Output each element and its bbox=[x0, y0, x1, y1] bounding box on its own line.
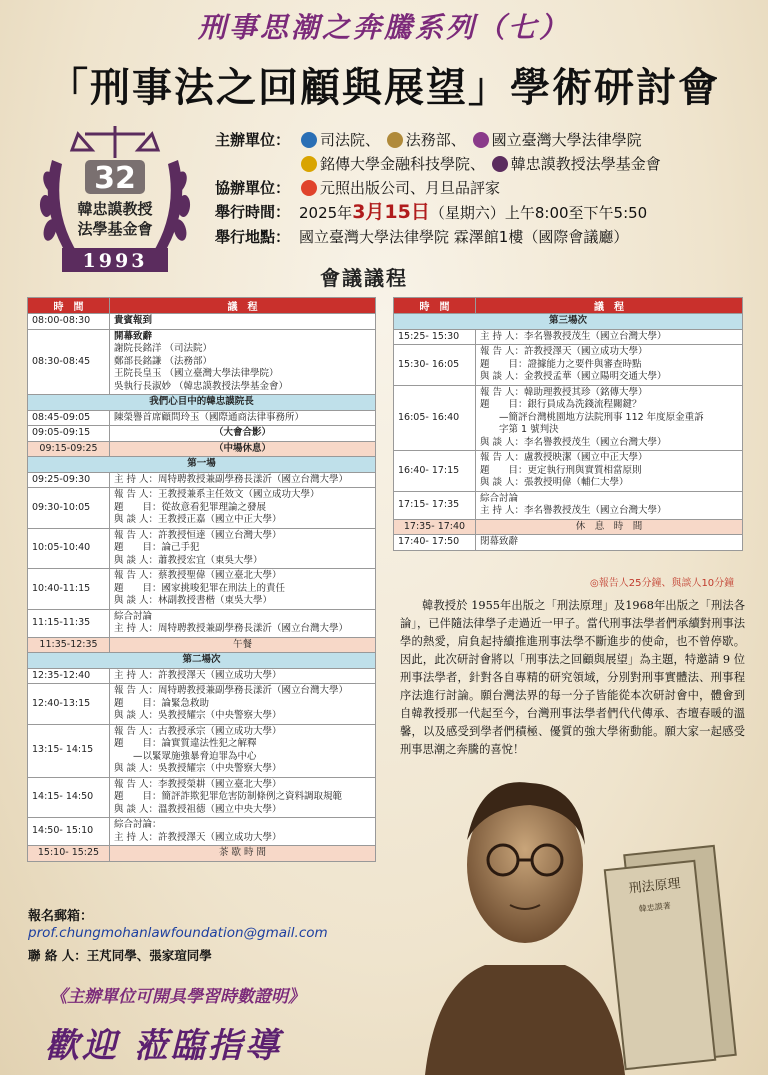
agenda-line: 題 目：論實質違法性犯之解釋 bbox=[114, 738, 257, 749]
organizer-4: 銘傳大學金融科技學院、 bbox=[320, 155, 486, 173]
agenda-time: 10:05-10:40 bbox=[28, 528, 110, 569]
main-title: 「刑事法之回顧與展望」學術研討會 bbox=[48, 64, 720, 111]
agenda-line: 題 目：論緊急救助 bbox=[114, 697, 210, 709]
book-icon bbox=[605, 846, 736, 1069]
organizers-row-2 bbox=[215, 152, 755, 176]
series-title: 刑事思潮之奔騰系列（七） bbox=[197, 11, 570, 44]
agenda-row bbox=[28, 426, 376, 442]
agenda-item bbox=[110, 329, 376, 395]
agenda-row bbox=[28, 609, 376, 637]
co-organizer-label: 協辦單位： bbox=[215, 179, 291, 197]
agenda-line: 綜合討論 bbox=[480, 492, 519, 504]
organizer-1: 司法院、 bbox=[320, 131, 381, 149]
agenda-line: 閉幕致辭 bbox=[480, 536, 519, 547]
agenda-row bbox=[28, 569, 376, 610]
agenda-line: 題 目：論己手犯 bbox=[114, 542, 200, 553]
agenda-item bbox=[110, 609, 376, 637]
agenda-line: 主 持 人：李名譽教授茂生（國立台灣大學） bbox=[480, 330, 667, 342]
agenda-line: 陳榮譽首席顧問玲玉（國際通商法律事務所） bbox=[114, 411, 305, 423]
agenda-line: 報 告 人：許教授恒達（國立台灣大學） bbox=[114, 529, 282, 541]
agenda-time: 17:15- 17:35 bbox=[394, 491, 476, 519]
agenda-line: 休 息 時 間 bbox=[575, 520, 643, 532]
agenda-item bbox=[110, 410, 376, 426]
organizer-3: 國立臺灣大學法律學院 bbox=[491, 131, 642, 149]
agenda-row bbox=[28, 395, 376, 411]
logo-year: 1993 bbox=[82, 250, 148, 272]
agenda-row bbox=[28, 441, 376, 457]
agenda-item bbox=[476, 329, 743, 345]
agenda-line: 題 目：國家挑唆犯罪在刑法上的責任 bbox=[114, 582, 286, 594]
agenda-item bbox=[476, 491, 743, 519]
agenda-line: 綜合討論： bbox=[114, 819, 162, 830]
agenda-line: 報 告 人：古教授承宗（國立成功大學） bbox=[114, 725, 282, 737]
agenda-time: 10:40-11:15 bbox=[28, 569, 110, 610]
agenda-row bbox=[28, 724, 376, 777]
agenda-line: 主 持 人：李名譽教授茂生（國立台灣大學） bbox=[480, 505, 667, 516]
agenda-line: 報 告 人：王教授兼系主任效文（國立成功大學） bbox=[114, 489, 320, 500]
portrait-illustration bbox=[425, 755, 755, 1075]
logo-number: 32 bbox=[94, 161, 136, 196]
agenda-line: 題 目：簡評詐欺犯罪危害防制條例之資料調取規範 bbox=[114, 791, 343, 802]
agenda-row bbox=[28, 528, 376, 569]
agenda-row bbox=[394, 535, 743, 551]
agenda-line: 與 談 人：張教授明偉（輔仁大學） bbox=[480, 477, 629, 488]
agenda-line: 吳執行長淑妙 （韓忠謨教授法學基金會） bbox=[114, 380, 289, 392]
registration-label: 報名郵箱： bbox=[28, 909, 94, 924]
logo-org-line1: 韓忠謨教授 bbox=[77, 200, 153, 218]
agenda-item bbox=[110, 314, 376, 330]
agenda-time: 15:25- 15:30 bbox=[394, 329, 476, 345]
agenda-time: 16:40- 17:15 bbox=[394, 451, 476, 492]
agenda-time: 09:15-09:25 bbox=[28, 441, 110, 457]
intro-paragraph: 韓教授於 1955年出版之「刑法原理」及1968年出版之「刑法各論」，已伴隨法律學子走過近一甲子。當代刑事法學者們承續對刑事法學的熱愛，肩負起持續推進刑事法學不斷進步的使命，也不曾停歇。因此，此次研討會將以「刑事法之回顧與展望」為主題，特邀請 9 位刑事法學者，針對各自專精的研究領域，分別對刑事實體法、刑事程序法進行討論。願台灣法界的每一分子皆能從本次研討會中，體會到自韓教授那一代起至今，台灣刑事法學者們代代傳承、杏壇春暖的溫馨，以及感受到學者們積極、優質的強大學術動能。願大家一起感受刑事思潮之奔騰的喜悅！ bbox=[400, 599, 745, 756]
time-year: 2025年 bbox=[299, 204, 353, 222]
agenda-section-header: 我們心目中的韓忠謨院長 bbox=[28, 395, 376, 411]
agenda-row bbox=[28, 846, 376, 862]
agenda-line: 報 告 人：韓助理教授其珍（銘傳大學） bbox=[480, 386, 648, 398]
agenda-item bbox=[476, 535, 743, 551]
agenda-line: 字第 1 號判決 bbox=[480, 424, 559, 435]
agenda-time: 08:45-09:05 bbox=[28, 410, 110, 426]
organizers-row bbox=[215, 128, 755, 152]
col-time-header: 時 間 bbox=[28, 298, 110, 314]
agenda-line: 報 告 人：周特聘教授兼副學務長漾沂（國立台灣大學） bbox=[114, 685, 349, 696]
agenda-line: 謝院長銘洋 （司法院） bbox=[114, 343, 213, 354]
agenda-line: 茶 歇 時 間 bbox=[218, 847, 267, 858]
agenda-line: 貴賓報到 bbox=[114, 315, 153, 326]
agenda-row bbox=[394, 314, 743, 330]
agenda-line: （中場休息） bbox=[213, 442, 271, 454]
organizer-5: 韓忠謨教授法學基金會 bbox=[510, 155, 661, 173]
agenda-line: 題 目：更定執行刑與實質相當原則 bbox=[480, 464, 642, 476]
agenda-row bbox=[28, 684, 376, 725]
agenda-time: 13:15- 14:15 bbox=[28, 724, 110, 777]
agenda-time: 15:10- 15:25 bbox=[28, 846, 110, 862]
agenda-line: 與 談 人：吳教授耀宗（中央警察大學） bbox=[114, 763, 282, 774]
agenda-line: 報 告 人：盧教授映潔（國立中正大學） bbox=[480, 452, 648, 463]
agenda-item bbox=[110, 668, 376, 684]
agenda-title: 會議議程 bbox=[320, 266, 408, 290]
agenda-row bbox=[28, 472, 376, 488]
foundation-emblem-icon bbox=[492, 156, 508, 172]
agenda-line: 與 談 人：李名譽教授茂生（國立台灣大學） bbox=[480, 436, 667, 448]
agenda-row bbox=[28, 818, 376, 846]
certificate-note: 《主辦單位可開具學習時數證明》 bbox=[50, 987, 305, 1007]
col-item-header: 議 程 bbox=[110, 298, 376, 314]
agenda-row bbox=[28, 314, 376, 330]
agenda-line: 鄭部長銘謙 （法務部） bbox=[114, 355, 213, 367]
col-item-header: 議 程 bbox=[476, 298, 743, 314]
agenda-time: 12:35-12:40 bbox=[28, 668, 110, 684]
agenda-line: 題 目：從故意看犯罪理論之發展 bbox=[114, 501, 267, 513]
agenda-time: 09:30-10:05 bbox=[28, 488, 110, 529]
agenda-item bbox=[110, 426, 376, 442]
organizer-2: 法務部、 bbox=[405, 131, 466, 149]
welcome-banner: 歡迎 蒞臨指導 bbox=[45, 1026, 282, 1066]
foundation-logo bbox=[30, 120, 200, 290]
agenda-line: 主 持 人：許教授澤天（國立成功大學） bbox=[114, 831, 282, 843]
agenda-row bbox=[394, 451, 743, 492]
agenda-line: 與 談 人：吳教授耀宗（中央警察大學） bbox=[114, 710, 282, 721]
agenda-item bbox=[476, 345, 743, 386]
agenda-time: 11:35-12:35 bbox=[28, 637, 110, 653]
agenda-line: 王院長皇玉 （國立臺灣大學法律學院） bbox=[114, 368, 279, 379]
agenda-item bbox=[110, 777, 376, 818]
judicial-yuan-emblem-icon bbox=[301, 132, 317, 148]
agenda-line: 主 持 人：許教授澤天（國立成功大學） bbox=[114, 669, 282, 681]
place-label: 舉行地點： bbox=[215, 228, 291, 246]
time-date: 3月15日 bbox=[352, 201, 430, 223]
agenda-line: —簡評台灣桃園地方法院刑事 112 年度原金重訴 bbox=[480, 411, 704, 423]
angle-publishing-icon bbox=[301, 180, 317, 196]
time-detail: （星期六）上午8:00至下午5:50 bbox=[429, 204, 648, 222]
agenda-item bbox=[110, 569, 376, 610]
agenda-line: 報 告 人：許教授澤天（國立成功大學） bbox=[480, 346, 648, 357]
ntu-emblem-icon bbox=[473, 132, 489, 148]
agenda-section-header: 第一場 bbox=[28, 457, 376, 473]
agenda-row bbox=[28, 653, 376, 669]
time-label: 舉行時間： bbox=[215, 203, 291, 221]
co-organizer-row bbox=[215, 176, 755, 200]
organizers-label: 主辦單位： bbox=[215, 131, 291, 149]
agenda-item bbox=[110, 488, 376, 529]
agenda-time: 09:05-09:15 bbox=[28, 426, 110, 442]
mcu-emblem-icon bbox=[301, 156, 317, 172]
agenda-item bbox=[110, 472, 376, 488]
agenda-row bbox=[394, 491, 743, 519]
co-organizer: 元照出版公司、月旦品評家 bbox=[320, 179, 501, 197]
agenda-row bbox=[394, 385, 743, 451]
registration-email-link[interactable]: prof.chungmohanlawfoundation@gmail.com bbox=[28, 925, 328, 941]
agenda-row bbox=[394, 519, 743, 535]
agenda-line: 綜合討論 bbox=[114, 610, 153, 622]
agenda-row bbox=[28, 457, 376, 473]
suit-shape bbox=[425, 965, 625, 1075]
agenda-section-header: 第二場次 bbox=[28, 653, 376, 669]
agenda-row bbox=[28, 410, 376, 426]
agenda-line: 題 目：銀行員成為洗錢流程關鍵？ bbox=[480, 399, 642, 410]
agenda-time: 09:25-09:30 bbox=[28, 472, 110, 488]
agenda-line: 午餐 bbox=[232, 638, 252, 650]
agenda-row bbox=[28, 637, 376, 653]
agenda-line: 主 持 人：周特聘教授兼副學務長漾沂（國立台灣大學） bbox=[114, 623, 349, 634]
agenda-item bbox=[476, 451, 743, 492]
logo-org-line2: 法學基金會 bbox=[77, 220, 153, 238]
agenda-time: 12:40-13:15 bbox=[28, 684, 110, 725]
agenda-item bbox=[110, 684, 376, 725]
place-row bbox=[215, 225, 755, 249]
contact-persons: 聯 絡 人：王芃同學、張家瑄同學 bbox=[28, 948, 212, 963]
agenda-time: 14:15- 14:50 bbox=[28, 777, 110, 818]
agenda-item bbox=[110, 441, 376, 457]
agenda-section-header: 第三場次 bbox=[394, 314, 743, 330]
agenda-item bbox=[110, 637, 376, 653]
agenda-line: 與 談 人：金教授孟華（國立陽明交通大學） bbox=[480, 371, 667, 382]
agenda-line: （大會合影） bbox=[213, 427, 271, 438]
agenda-line: 題 目：證據能力之要件與審查時點 bbox=[480, 358, 642, 370]
agenda-table-left bbox=[27, 297, 376, 862]
agenda-line: 與 談 人：蕭教授宏宜（東吳大學） bbox=[114, 554, 263, 566]
speaker-time-note: ◎報告人25分鐘、與談人10分鐘 bbox=[590, 578, 735, 589]
agenda-table-right bbox=[393, 297, 743, 551]
agenda-line: —以緊眾施強暴脅迫罪為中心 bbox=[114, 750, 257, 762]
agenda-item bbox=[110, 846, 376, 862]
agenda-time: 08:00-08:30 bbox=[28, 314, 110, 330]
agenda-item bbox=[110, 528, 376, 569]
ministry-emblem-icon bbox=[387, 132, 403, 148]
agenda-time: 16:05- 16:40 bbox=[394, 385, 476, 451]
agenda-line: 與 談 人：王教授正嘉（國立中正大學） bbox=[114, 514, 282, 525]
agenda-line: 開幕致辭 bbox=[114, 330, 153, 342]
agenda-row bbox=[28, 488, 376, 529]
agenda-item bbox=[110, 724, 376, 777]
agenda-time: 17:40- 17:50 bbox=[394, 535, 476, 551]
col-time-header: 時 間 bbox=[394, 298, 476, 314]
agenda-time: 17:35- 17:40 bbox=[394, 519, 476, 535]
time-row bbox=[215, 200, 755, 225]
book-title: 刑法原理 bbox=[627, 876, 682, 897]
agenda-time: 08:30-08:45 bbox=[28, 329, 110, 395]
agenda-item bbox=[476, 385, 743, 451]
agenda-line: 與 談 人：林副教授書楷（東吳大學） bbox=[114, 595, 273, 606]
agenda-row bbox=[394, 345, 743, 386]
agenda-line: 報 告 人：李教授榮耕（國立臺北大學） bbox=[114, 778, 282, 790]
event-info bbox=[215, 128, 755, 249]
agenda-row bbox=[28, 668, 376, 684]
agenda-row bbox=[28, 329, 376, 395]
agenda-row bbox=[394, 329, 743, 345]
agenda-time: 15:30- 16:05 bbox=[394, 345, 476, 386]
agenda-line: 與 談 人：溫教授祖德（國立中央大學） bbox=[114, 803, 282, 815]
agenda-line: 報 告 人：蔡教授聖偉（國立臺北大學） bbox=[114, 570, 282, 581]
agenda-item bbox=[110, 818, 376, 846]
place: 國立臺灣大學法律學院 霖澤館1樓（國際會議廳） bbox=[299, 228, 629, 246]
agenda-time: 11:15-11:35 bbox=[28, 609, 110, 637]
agenda-time: 14:50- 15:10 bbox=[28, 818, 110, 846]
agenda-line: 主 持 人：周特聘教授兼副學務長漾沂（國立台灣大學） bbox=[114, 473, 349, 485]
agenda-item bbox=[476, 519, 743, 535]
agenda-row bbox=[28, 777, 376, 818]
book-subtitle: 韓忠謨著 bbox=[638, 901, 672, 914]
